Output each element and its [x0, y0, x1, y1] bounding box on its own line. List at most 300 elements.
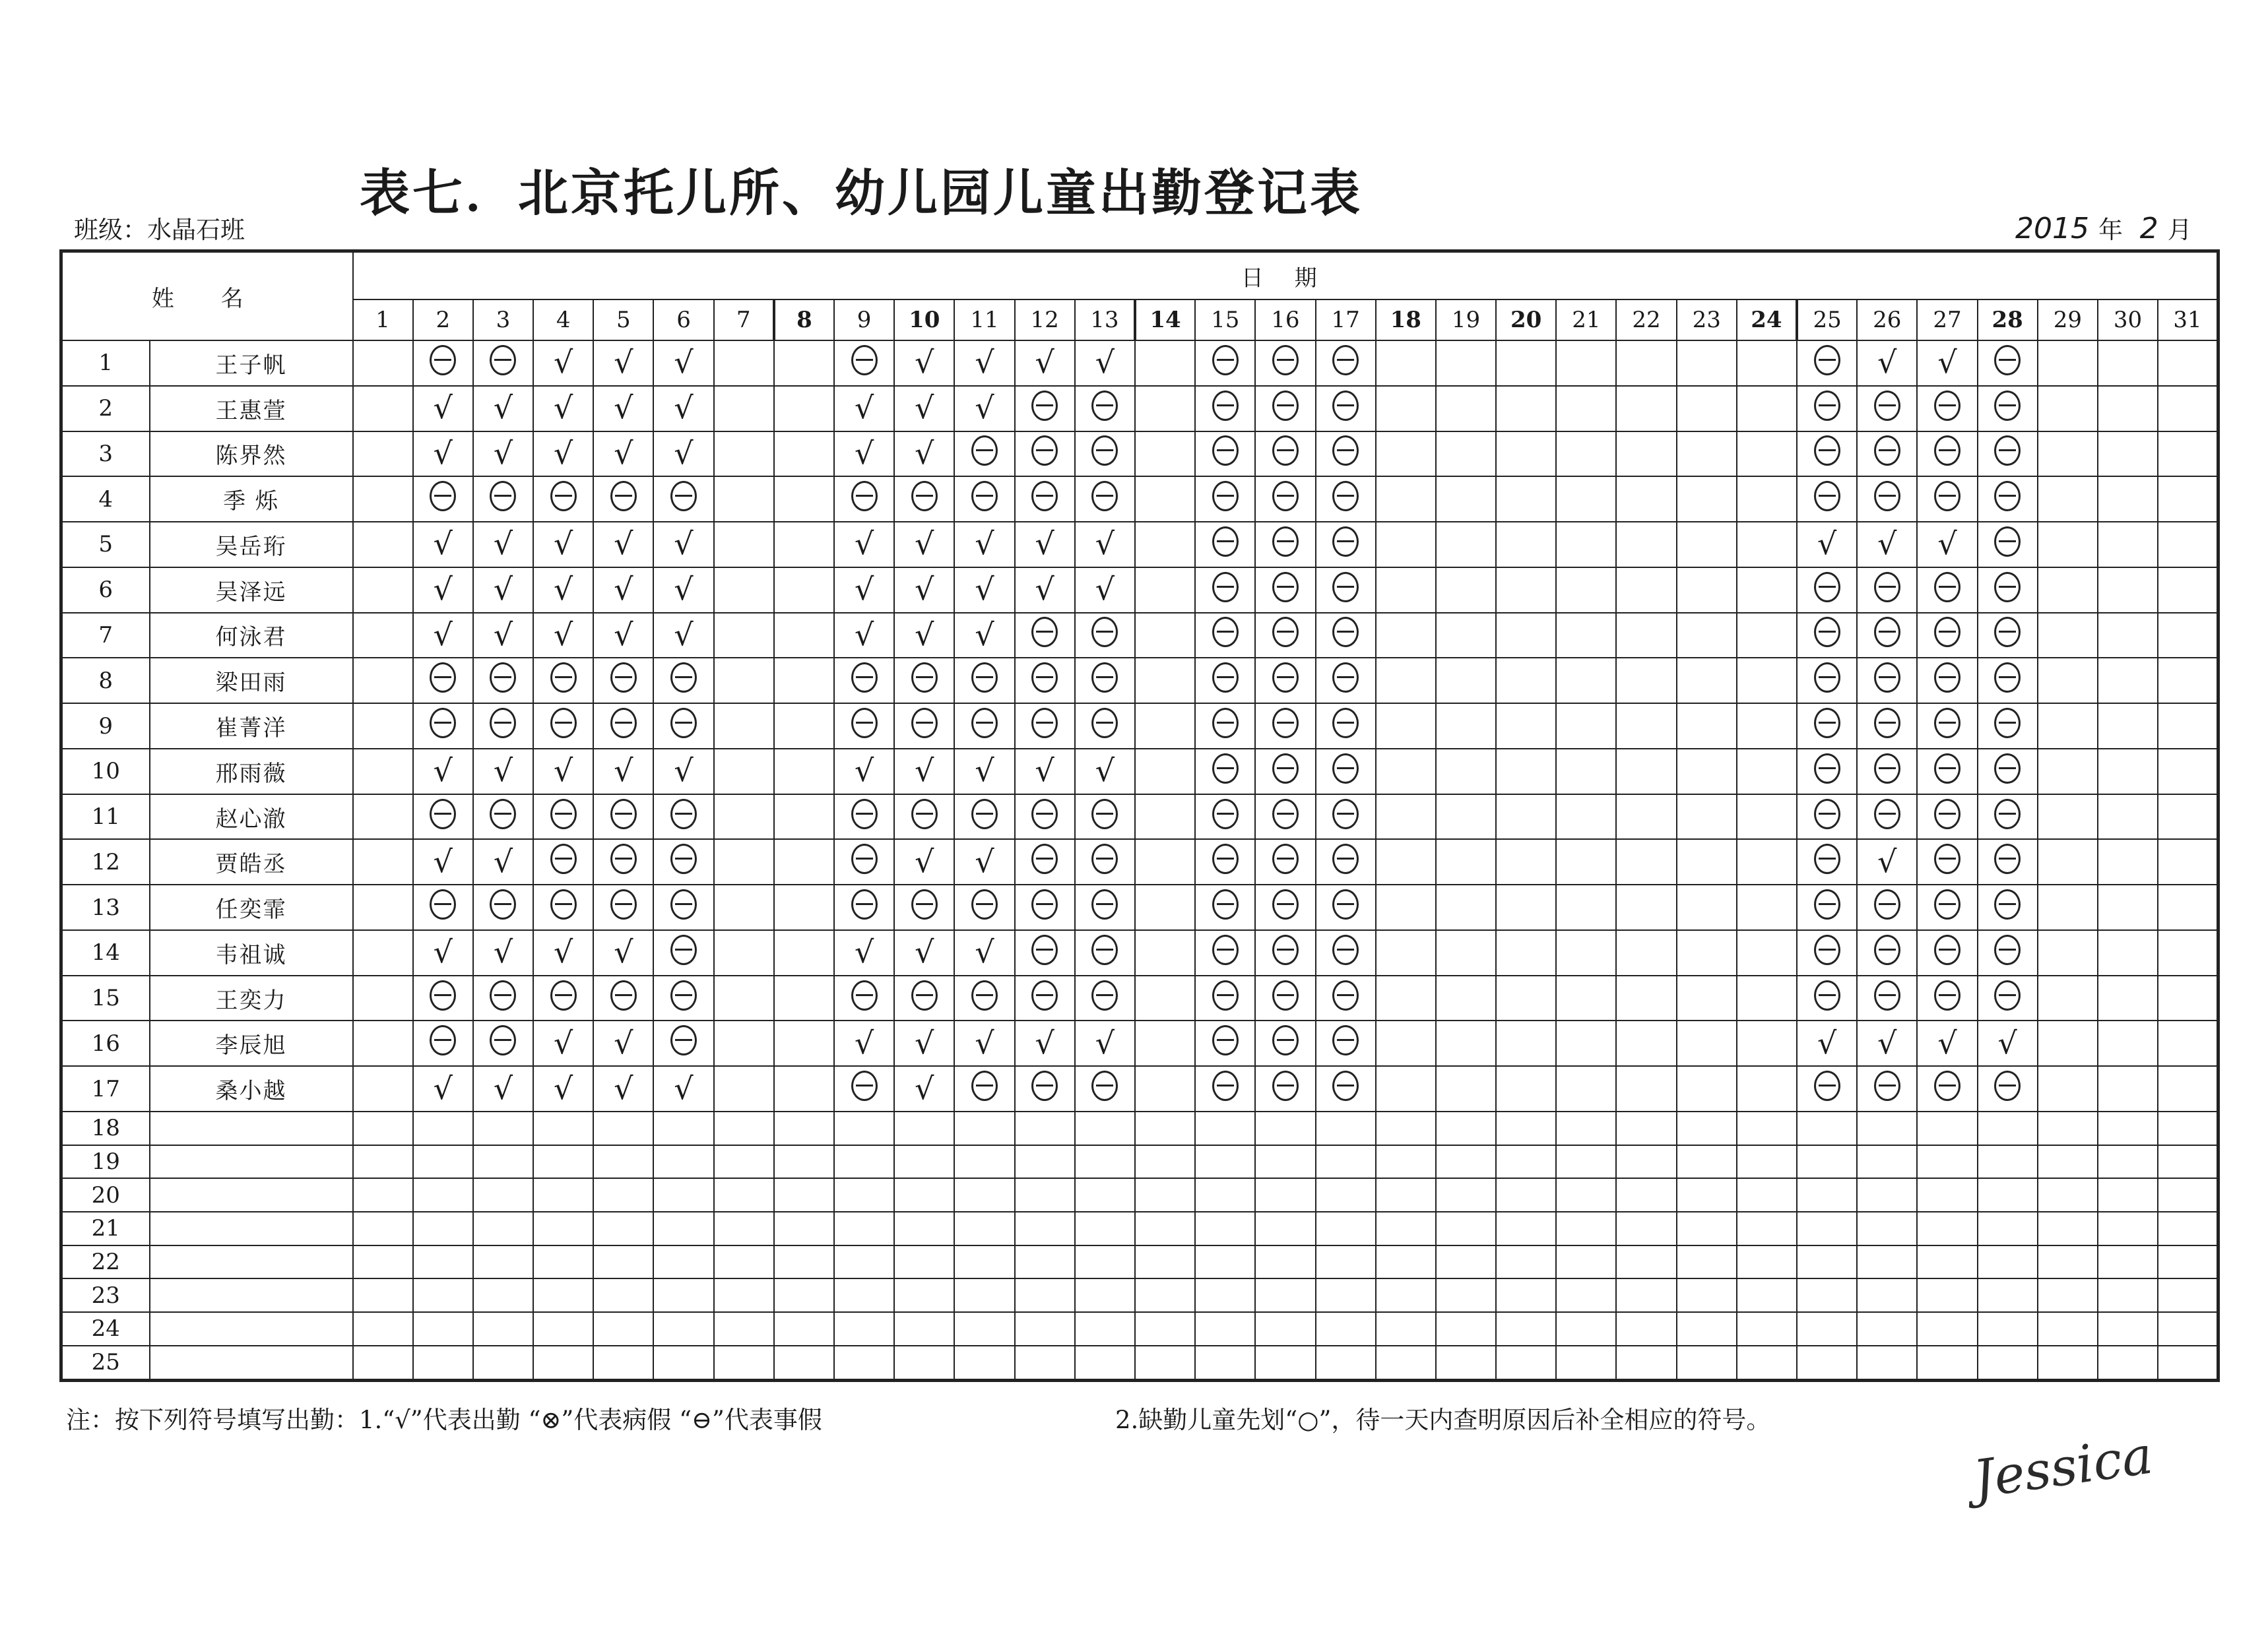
attendance-cell: [1616, 1346, 1676, 1381]
personal-leave-mark: [1272, 708, 1299, 738]
personal-leave-mark: [971, 889, 998, 920]
attendance-cell: [1616, 567, 1676, 613]
attendance-cell: [2098, 522, 2158, 567]
attendance-cell: [1255, 658, 1315, 703]
present-mark: √: [614, 571, 633, 608]
attendance-cell: [413, 476, 473, 522]
row-number: 16: [61, 1021, 150, 1066]
attendance-cell: [1075, 431, 1135, 477]
student-name: 王惠萱: [150, 386, 353, 431]
attendance-cell: [1737, 749, 1797, 794]
personal-leave-mark: [971, 1071, 998, 1101]
attendance-cell: [1255, 1145, 1315, 1179]
personal-leave-mark: [1814, 481, 1840, 511]
attendance-cell: [653, 522, 713, 567]
attendance-cell: [413, 703, 473, 749]
attendance-cell: [2098, 1145, 2158, 1179]
attendance-cell: [2158, 522, 2218, 567]
attendance-cell: [1135, 1145, 1195, 1179]
attendance-cell: [1075, 476, 1135, 522]
attendance-cell: [653, 1178, 713, 1212]
personal-leave-mark: [1031, 935, 1058, 965]
attendance-cell: [533, 1066, 593, 1112]
attendance-cell: [1797, 1178, 1857, 1212]
personal-leave-mark: [1332, 935, 1359, 965]
present-mark: √: [433, 843, 453, 879]
personal-leave-mark: [1874, 617, 1900, 647]
attendance-cell: [1857, 794, 1917, 840]
attendance-cell: [1496, 340, 1556, 386]
attendance-cell: [1195, 431, 1255, 477]
row-number: 10: [61, 749, 150, 794]
personal-leave-mark: [1332, 799, 1359, 829]
attendance-cell: [774, 839, 834, 885]
student-name: 崔菁洋: [150, 703, 353, 749]
attendance-cell: [1376, 749, 1436, 794]
attendance-cell: [1677, 749, 1737, 794]
attendance-cell: [353, 613, 413, 658]
row-number: 13: [61, 885, 150, 930]
attendance-cell: [1556, 340, 1616, 386]
attendance-cell: [894, 613, 954, 658]
attendance-cell: [473, 1278, 533, 1312]
attendance-cell: [1316, 839, 1376, 885]
attendance-cell: [473, 839, 533, 885]
attendance-cell: [533, 703, 593, 749]
attendance-cell: [1857, 976, 1917, 1021]
attendance-cell: [834, 1346, 894, 1381]
attendance-cell: [714, 1066, 774, 1112]
attendance-cell: [1376, 1278, 1436, 1312]
attendance-cell: [1737, 1212, 1797, 1245]
attendance-cell: [2098, 476, 2158, 522]
attendance-cell: [1075, 839, 1135, 885]
attendance-cell: [1015, 1245, 1075, 1279]
personal-leave-mark: [1814, 889, 1840, 920]
attendance-cell: [1135, 885, 1195, 930]
personal-leave-mark: [1814, 980, 1840, 1011]
attendance-cell: [413, 1178, 473, 1212]
personal-leave-mark: [1212, 572, 1239, 602]
personal-leave-mark: [1031, 980, 1058, 1011]
attendance-cell: [1616, 658, 1676, 703]
attendance-cell: [2038, 1178, 2098, 1212]
present-mark: √: [493, 616, 513, 652]
attendance-cell: [774, 613, 834, 658]
attendance-cell: [1677, 1245, 1737, 1279]
attendance-cell: [1436, 1021, 1496, 1066]
attendance-cell: [413, 1066, 473, 1112]
attendance-cell: [1677, 885, 1737, 930]
present-mark: √: [554, 344, 573, 381]
row-number: 11: [61, 794, 150, 840]
attendance-cell: [2038, 703, 2098, 749]
attendance-cell: [1316, 1112, 1376, 1145]
personal-leave-mark: [1332, 1025, 1359, 1055]
attendance-cell: [2038, 839, 2098, 885]
attendance-cell: [533, 431, 593, 477]
table-row: [61, 839, 2219, 885]
personal-leave-mark: [1091, 391, 1118, 421]
attendance-cell: [1376, 613, 1436, 658]
attendance-cell: [1316, 1145, 1376, 1179]
row-number: 22: [61, 1245, 150, 1279]
attendance-cell: [1978, 658, 2038, 703]
attendance-cell: [1616, 794, 1676, 840]
attendance-cell: [413, 885, 473, 930]
attendance-cell: [1496, 1112, 1556, 1145]
attendance-cell: [774, 340, 834, 386]
attendance-cell: [1316, 1312, 1376, 1346]
legend-note: 注：按下列符号填写出勤：1.“√”代表出勤 “⊗”代表病假 “⊖”代表事假: [66, 1406, 822, 1434]
personal-leave-mark: [1994, 753, 2021, 784]
attendance-cell: [1075, 340, 1135, 386]
attendance-cell: [774, 976, 834, 1021]
personal-leave-mark: [550, 481, 577, 511]
attendance-cell: [533, 749, 593, 794]
attendance-cell: [1616, 522, 1676, 567]
personal-leave-mark: [550, 889, 577, 920]
attendance-cell: [1075, 1278, 1135, 1312]
personal-leave-mark: [1272, 1071, 1299, 1101]
attendance-cell: [2158, 839, 2218, 885]
personal-leave-mark: [1272, 481, 1299, 511]
present-mark: √: [854, 934, 874, 970]
personal-leave-mark: [1994, 980, 2021, 1011]
attendance-cell: [2158, 1245, 2218, 1279]
attendance-cell: [1316, 1178, 1376, 1212]
attendance-cell: [954, 1066, 1014, 1112]
personal-leave-mark: [1934, 753, 1960, 784]
personal-leave-mark: [1934, 980, 1960, 1011]
present-mark: √: [975, 753, 994, 789]
attendance-cell: [834, 567, 894, 613]
attendance-cell: [1978, 1278, 2038, 1312]
attendance-cell: [1075, 1212, 1135, 1245]
attendance-cell: [473, 658, 533, 703]
personal-leave-mark: [851, 345, 878, 375]
attendance-cell: [774, 431, 834, 477]
row-number: 24: [61, 1312, 150, 1346]
attendance-cell: [774, 1245, 834, 1279]
attendance-cell: [1857, 1312, 1917, 1346]
personal-leave-mark: [1091, 708, 1118, 738]
attendance-cell: [1616, 613, 1676, 658]
present-mark: √: [493, 390, 513, 426]
attendance-cell: [2098, 794, 2158, 840]
attendance-cell: [473, 1312, 533, 1346]
attendance-cell: [1015, 613, 1075, 658]
attendance-cell: [1316, 1346, 1376, 1381]
personal-leave-mark: [1994, 435, 2021, 466]
attendance-cell: [834, 1021, 894, 1066]
table-row: [61, 1346, 2219, 1381]
personal-leave-mark: [1091, 1071, 1118, 1101]
personal-leave-mark: [610, 844, 637, 874]
attendance-cell: [1135, 976, 1195, 1021]
personal-leave-mark: [1031, 391, 1058, 421]
attendance-cell: [1436, 839, 1496, 885]
personal-leave-mark: [1934, 662, 1960, 693]
attendance-cell: [1978, 839, 2038, 885]
table-row: [61, 1145, 2219, 1179]
personal-leave-mark: [971, 708, 998, 738]
personal-leave-mark: [1091, 617, 1118, 647]
present-mark: √: [614, 616, 633, 652]
attendance-cell: [894, 1145, 954, 1179]
personal-leave-mark: [550, 799, 577, 829]
attendance-cell: [1917, 431, 1977, 477]
attendance-cell: [1797, 1145, 1857, 1179]
attendance-cell: [1616, 1178, 1676, 1212]
attendance-cell: [894, 930, 954, 976]
attendance-cell: [1857, 885, 1917, 930]
attendance-cell: [593, 658, 653, 703]
attendance-cell: [1797, 567, 1857, 613]
personal-leave-mark: [1212, 662, 1239, 693]
attendance-cell: [653, 839, 713, 885]
present-mark: √: [1095, 571, 1115, 608]
attendance-cell: [1917, 749, 1977, 794]
attendance-cell: [2038, 340, 2098, 386]
attendance-cell: [1015, 658, 1075, 703]
personal-leave-mark: [490, 1025, 516, 1055]
attendance-cell: [1015, 794, 1075, 840]
personal-leave-mark: [1934, 481, 1960, 511]
attendance-cell: [2098, 839, 2158, 885]
attendance-cell: [1797, 658, 1857, 703]
attendance-cell: [894, 703, 954, 749]
attendance-cell: [473, 386, 533, 431]
attendance-cell: [1436, 976, 1496, 1021]
personal-leave-mark: [1272, 662, 1299, 693]
present-mark: √: [1877, 843, 1897, 879]
attendance-cell: [954, 522, 1014, 567]
personal-leave-mark: [1272, 799, 1299, 829]
attendance-cell: [894, 794, 954, 840]
attendance-cell: [413, 613, 473, 658]
attendance-cell: [954, 658, 1014, 703]
present-mark: √: [614, 435, 633, 471]
attendance-cell: [1857, 1066, 1917, 1112]
attendance-cell: [1737, 1021, 1797, 1066]
present-mark: √: [1817, 1024, 1837, 1061]
attendance-cell: [2158, 1346, 2218, 1381]
attendance-cell: [954, 839, 1014, 885]
personal-leave-mark: [1031, 617, 1058, 647]
personal-leave-mark: [1212, 935, 1239, 965]
personal-leave-mark: [1272, 526, 1299, 557]
attendance-cell: [1316, 1278, 1376, 1312]
student-name: 何泳君: [150, 613, 353, 658]
attendance-cell: [1616, 1312, 1676, 1346]
personal-leave-mark: [490, 889, 516, 920]
attendance-cell: [1496, 703, 1556, 749]
present-mark: √: [493, 753, 513, 789]
attendance-cell: [593, 1312, 653, 1346]
attendance-cell: [533, 794, 593, 840]
student-name: [150, 1212, 353, 1245]
personal-leave-mark: [1994, 1071, 2021, 1101]
attendance-cell: [1135, 658, 1195, 703]
attendance-cell: [593, 1212, 653, 1245]
row-number: 12: [61, 839, 150, 885]
table-row: [61, 613, 2219, 658]
attendance-cell: [774, 522, 834, 567]
attendance-cell: [1135, 703, 1195, 749]
attendance-cell: [1376, 703, 1436, 749]
attendance-cell: [1075, 567, 1135, 613]
attendance-cell: [1737, 522, 1797, 567]
attendance-cell: [533, 567, 593, 613]
attendance-cell: [1556, 930, 1616, 976]
attendance-cell: [774, 1346, 834, 1381]
attendance-cell: [473, 476, 533, 522]
attendance-cell: [1436, 703, 1496, 749]
attendance-cell: [1857, 930, 1917, 976]
attendance-cell: [1316, 1021, 1376, 1066]
row-number: 15: [61, 976, 150, 1021]
attendance-cell: [1797, 1278, 1857, 1312]
attendance-cell: [1496, 1278, 1556, 1312]
attendance-cell: [1797, 1245, 1857, 1279]
attendance-cell: [1135, 1066, 1195, 1112]
attendance-cell: [2038, 1212, 2098, 1245]
attendance-cell: [2098, 386, 2158, 431]
attendance-cell: [533, 1178, 593, 1212]
personal-leave-mark: [610, 662, 637, 693]
day-header: 20: [1496, 299, 1556, 340]
attendance-cell: [1496, 613, 1556, 658]
table-row: [61, 1245, 2219, 1279]
table-row: [61, 1178, 2219, 1212]
attendance-cell: [413, 1212, 473, 1245]
attendance-cell: [413, 522, 473, 567]
attendance-cell: [834, 1212, 894, 1245]
attendance-cell: [2098, 1178, 2158, 1212]
attendance-cell: [653, 976, 713, 1021]
attendance-cell: [2038, 794, 2098, 840]
attendance-cell: [473, 340, 533, 386]
attendance-cell: [413, 1245, 473, 1279]
personal-leave-mark: [1994, 889, 2021, 920]
attendance-cell: [2098, 1112, 2158, 1145]
personal-leave-mark: [1091, 980, 1118, 1011]
attendance-cell: [533, 1145, 593, 1179]
attendance-cell: [1255, 1346, 1315, 1381]
attendance-cell: [774, 1312, 834, 1346]
attendance-cell: [353, 1178, 413, 1212]
personal-leave-mark: [1212, 708, 1239, 738]
personal-leave-mark: [1332, 526, 1359, 557]
present-mark: √: [975, 344, 994, 381]
attendance-cell: [533, 1346, 593, 1381]
personal-leave-mark: [1272, 391, 1299, 421]
present-mark: √: [1817, 526, 1837, 562]
personal-leave-mark: [1874, 799, 1900, 829]
attendance-cell: [1376, 1212, 1436, 1245]
attendance-cell: [1075, 749, 1135, 794]
attendance-cell: [834, 703, 894, 749]
attendance-cell: [894, 1245, 954, 1279]
day-header: 24: [1737, 299, 1797, 340]
attendance-cell: [2038, 1245, 2098, 1279]
table-row: [61, 1066, 2219, 1112]
attendance-cell: [1917, 1112, 1977, 1145]
attendance-cell: [1376, 930, 1436, 976]
attendance-cell: [1677, 1112, 1737, 1145]
personal-leave-mark: [430, 481, 456, 511]
attendance-cell: [1376, 885, 1436, 930]
attendance-cell: [1797, 613, 1857, 658]
attendance-cell: [1135, 476, 1195, 522]
attendance-cell: [954, 476, 1014, 522]
attendance-cell: [894, 1278, 954, 1312]
personal-leave-mark: [1031, 1071, 1058, 1101]
attendance-cell: [1616, 1066, 1676, 1112]
present-mark: √: [674, 435, 694, 471]
attendance-cell: [1496, 930, 1556, 976]
attendance-cell: [1616, 431, 1676, 477]
attendance-cell: [1737, 476, 1797, 522]
attendance-cell: [954, 976, 1014, 1021]
period: [2006, 210, 2192, 245]
attendance-cell: [834, 749, 894, 794]
attendance-cell: [1616, 976, 1676, 1021]
personal-leave-mark: [610, 708, 637, 738]
attendance-cell: [1978, 976, 2038, 1021]
attendance-cell: [954, 1178, 1014, 1212]
personal-leave-mark: [1994, 391, 2021, 421]
present-mark: √: [614, 1070, 633, 1106]
attendance-cell: [1978, 885, 2038, 930]
attendance-cell: [1857, 1112, 1917, 1145]
present-mark: √: [975, 1024, 994, 1061]
attendance-cell: [533, 930, 593, 976]
attendance-cell: [1316, 431, 1376, 477]
attendance-cell: [954, 340, 1014, 386]
attendance-cell: [593, 431, 653, 477]
attendance-cell: [1135, 1212, 1195, 1245]
personal-leave-mark: [1272, 617, 1299, 647]
personal-leave-mark: [1031, 889, 1058, 920]
attendance-cell: [1496, 1212, 1556, 1245]
attendance-cell: [2158, 476, 2218, 522]
attendance-cell: [1556, 522, 1616, 567]
personal-leave-mark: [1874, 435, 1900, 466]
personal-leave-mark: [550, 844, 577, 874]
attendance-cell: [1436, 476, 1496, 522]
personal-leave-mark: [670, 980, 697, 1011]
table-row: [61, 658, 2219, 703]
personal-leave-mark: [1272, 753, 1299, 784]
attendance-rows: [61, 340, 2219, 1381]
page-title: 表七．北京托儿所、幼儿园儿童出勤登记表: [360, 164, 1363, 222]
attendance-cell: [653, 613, 713, 658]
attendance-cell: [1857, 1278, 1917, 1312]
row-number: 21: [61, 1212, 150, 1245]
personal-leave-mark: [1212, 753, 1239, 784]
attendance-cell: [1075, 794, 1135, 840]
attendance-cell: [593, 613, 653, 658]
table-row: [61, 1112, 2219, 1145]
attendance-cell: [1255, 1178, 1315, 1212]
attendance-cell: [1797, 885, 1857, 930]
attendance-cell: [954, 1278, 1014, 1312]
attendance-cell: [1015, 431, 1075, 477]
personal-leave-mark: [1874, 708, 1900, 738]
attendance-cell: [2098, 613, 2158, 658]
